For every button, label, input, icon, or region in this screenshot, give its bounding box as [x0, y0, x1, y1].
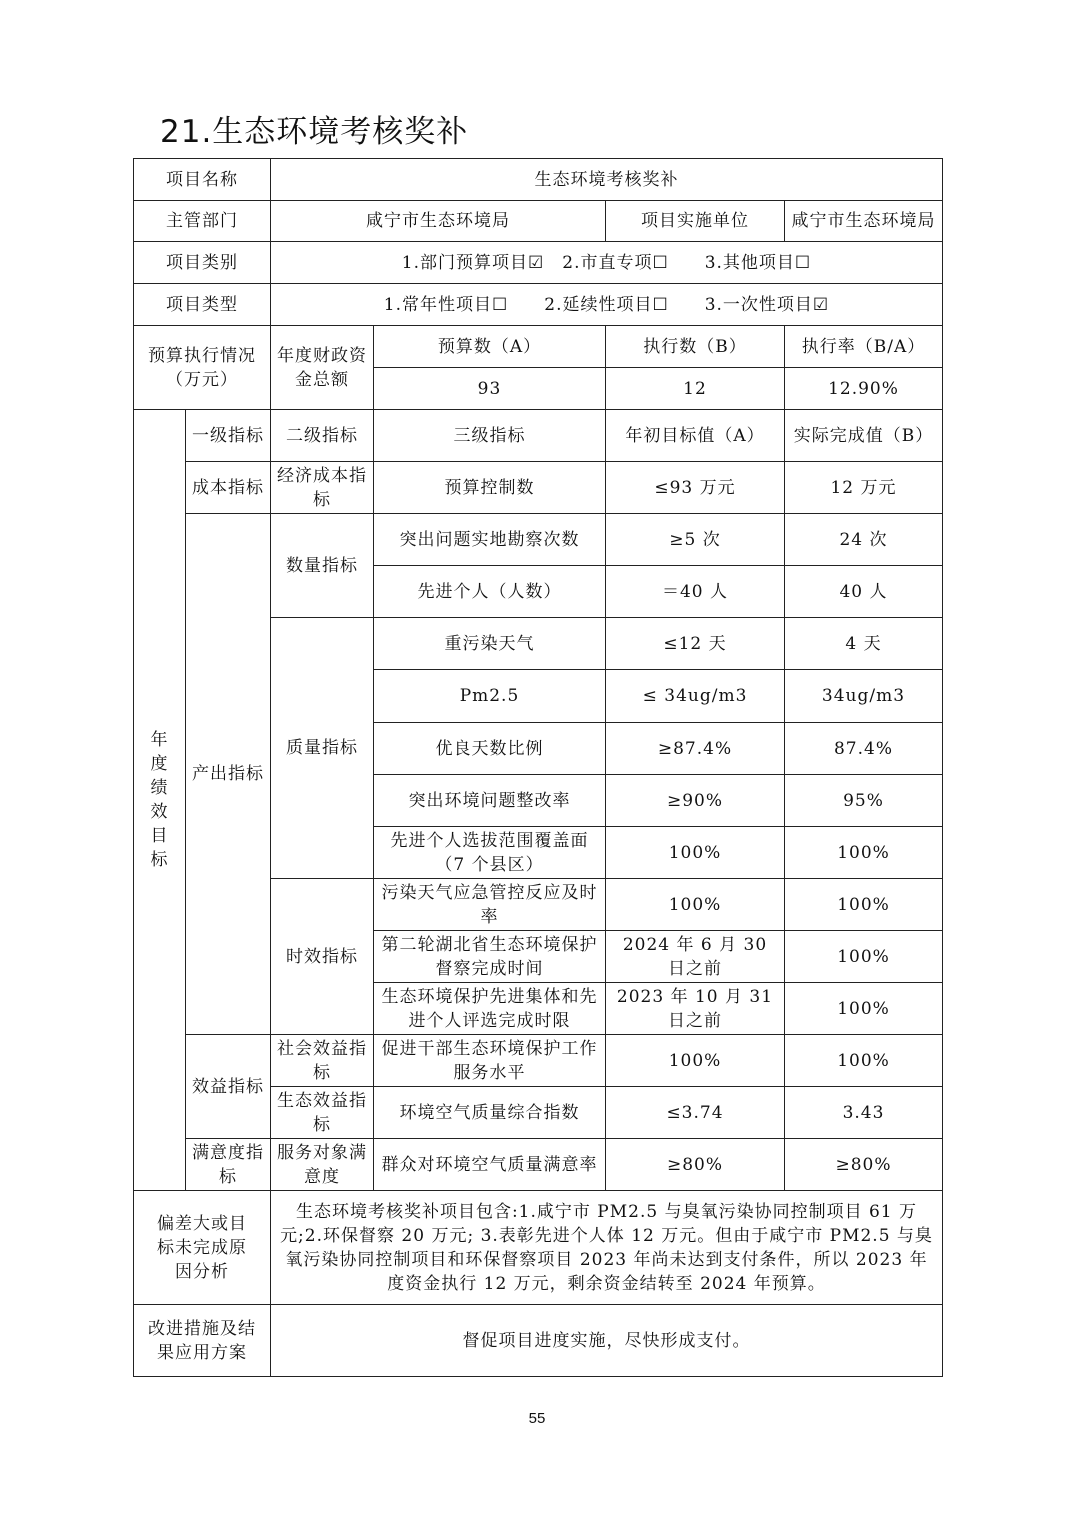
project-name-label: 项目名称: [134, 159, 271, 201]
goal-char: 目: [150, 826, 169, 846]
indicator-name: 突出问题实地勘察次数: [374, 514, 606, 566]
indicator-actual: 24 次: [785, 514, 943, 566]
indicator-target: ≤12 天: [606, 618, 785, 670]
level2-header: 二级指标: [271, 410, 374, 462]
exec-value: 12: [606, 368, 785, 410]
dept-value: 咸宁市生态环境局: [271, 201, 606, 242]
indicator-name: 生态环境保护先进集体和先进个人评选完成时限: [374, 983, 606, 1035]
goal-char: 绩: [150, 778, 169, 798]
indicator-target: ≤3.74: [606, 1087, 785, 1139]
indicator-actual: 100%: [785, 931, 943, 983]
type-value: 1.常年性项目☐ 2.延续性项目☐ 3.一次性项目☑: [271, 284, 943, 326]
indicator-target: 2024 年 6 月 30 日之前: [606, 931, 785, 983]
indicator-name: 第二轮湖北省生态环境保护督察完成时间: [374, 931, 606, 983]
page-title: 21.生态环境考核奖补: [160, 114, 469, 150]
category-row: [134, 242, 943, 284]
fund-label: 年度财政资金总额: [271, 326, 374, 410]
indicator-name: 群众对环境空气质量满意率: [374, 1139, 606, 1191]
type-label: 项目类型: [134, 284, 271, 326]
category-label: 项目类别: [134, 242, 271, 284]
dept-row: [134, 201, 943, 242]
cost-level1: 成本指标: [186, 462, 271, 514]
dept-label: 主管部门: [134, 201, 271, 242]
quantity-level2: 数量指标: [271, 514, 374, 618]
indicator-actual: 100%: [785, 879, 943, 931]
indicator-name: 促进干部生态环境保护工作服务水平: [374, 1035, 606, 1087]
indicator-actual: 34ug/m3: [785, 670, 943, 723]
indicator-actual: 95%: [785, 775, 943, 827]
improve-text: 督促项目进度实施，尽快形成支付。: [271, 1305, 943, 1377]
indicator-name: 优良天数比例: [374, 723, 606, 775]
category-value: 1.部门预算项目☑ 2.市直专项☐ 3.其他项目☐: [271, 242, 943, 284]
indicator-target: ≥90%: [606, 775, 785, 827]
time-level2: 时效指标: [271, 879, 374, 1035]
budget-value: 93: [374, 368, 606, 410]
indicator-name: 先进个人（人数）: [374, 566, 606, 618]
indicator-target: ≤ 34ug/m3: [606, 670, 785, 723]
deviation-text: 生态环境考核奖补项目包含:1.咸宁市 PM2.5 与臭氧污染协同控制项目 61 万元;2.环保督察 20 万元; 3.表彰先进个人体 12 万元。但由于咸宁市 PM2.5 与臭氧污染协同控制项目和环保督察项目 2023 年尚未达到支付条件，所以 2023 年度资金执行 12 万元，剩余资金结转至 2024 年预算。: [271, 1191, 943, 1305]
goal-char: 年: [150, 730, 169, 750]
performance-table: [133, 158, 943, 1377]
indicator-name: 预算控制数: [374, 462, 606, 514]
project-name-row: [134, 159, 943, 201]
satisfaction-level1: 满意度指 标: [186, 1139, 271, 1191]
indicator-actual: 100%: [785, 827, 943, 879]
rate-value: 12.90%: [785, 368, 943, 410]
indicator-name: 先进个人选拔范围覆盖面（7 个县区）: [374, 827, 606, 879]
satisfaction-level2: 服务对象满意度: [271, 1139, 374, 1191]
eco-level2: 生态效益指标: [271, 1087, 374, 1139]
indicator-target: ≥80%: [606, 1139, 785, 1191]
indicator-actual: 40 人: [785, 566, 943, 618]
unit-value: 咸宁市生态环境局: [785, 201, 943, 242]
indicator-target: 100%: [606, 827, 785, 879]
indicator-name: Pm2.5: [374, 670, 606, 723]
indicator-name: 污染天气应急管控反应及时率: [374, 879, 606, 931]
indicator-actual: ≥80%: [785, 1139, 943, 1191]
indicator-target: 100%: [606, 879, 785, 931]
benefit-level1: 效益指标: [186, 1035, 271, 1139]
indicator-actual: 4 天: [785, 618, 943, 670]
indicator-target: ＝40 人: [606, 566, 785, 618]
goal-char: 效: [150, 802, 169, 822]
improve-row: [134, 1305, 943, 1377]
deviation-row: [134, 1191, 943, 1305]
actual-header: 实际完成值（B）: [785, 410, 943, 462]
indicator-target: ≤93 万元: [606, 462, 785, 514]
indicator-name: 重污染天气: [374, 618, 606, 670]
goal-char: 标: [150, 850, 169, 870]
goal-char: 度: [150, 754, 169, 774]
unit-label: 项目实施单位: [606, 201, 785, 242]
quality-level2: 质量指标: [271, 618, 374, 879]
level1-header: 一级指标: [186, 410, 271, 462]
exec-head: 执行数（B）: [606, 326, 785, 368]
budget-head-row: [134, 326, 943, 368]
cost-level2: 经济成本指标: [271, 462, 374, 514]
indicator-name: 环境空气质量综合指数: [374, 1087, 606, 1139]
indicator-actual: 100%: [785, 983, 943, 1035]
table-row: [134, 514, 943, 566]
output-level1: 产出指标: [186, 514, 271, 1035]
budget-label: 预算执行情况（万元）: [134, 326, 271, 410]
level3-header: 三级指标: [374, 410, 606, 462]
social-level2: 社会效益指标: [271, 1035, 374, 1087]
rate-head: 执行率（B/A）: [785, 326, 943, 368]
budget-head: 预算数（A）: [374, 326, 606, 368]
improve-label: 改进措施及结果应用方案: [134, 1305, 271, 1377]
type-row: [134, 284, 943, 326]
indicator-actual: 3.43: [785, 1087, 943, 1139]
indicator-target: 2023 年 10 月 31 日之前: [606, 983, 785, 1035]
annual-goal-label: [134, 410, 186, 1191]
indicator-actual: 12 万元: [785, 462, 943, 514]
table-row: [134, 1139, 943, 1191]
table-row: [134, 1035, 943, 1087]
table-row: [134, 462, 943, 514]
indicator-actual: 100%: [785, 1035, 943, 1087]
indicator-target: ≥87.4%: [606, 723, 785, 775]
indicator-header-row: [134, 410, 943, 462]
page-number: 55: [528, 1410, 546, 1427]
project-name-value: 生态环境考核奖补: [271, 159, 943, 201]
deviation-label: 偏差大或目标未完成原因分析: [134, 1191, 271, 1305]
indicator-target: 100%: [606, 1035, 785, 1087]
indicator-name: 突出环境问题整改率: [374, 775, 606, 827]
target-header: 年初目标值（A）: [606, 410, 785, 462]
indicator-actual: 87.4%: [785, 723, 943, 775]
indicator-target: ≥5 次: [606, 514, 785, 566]
